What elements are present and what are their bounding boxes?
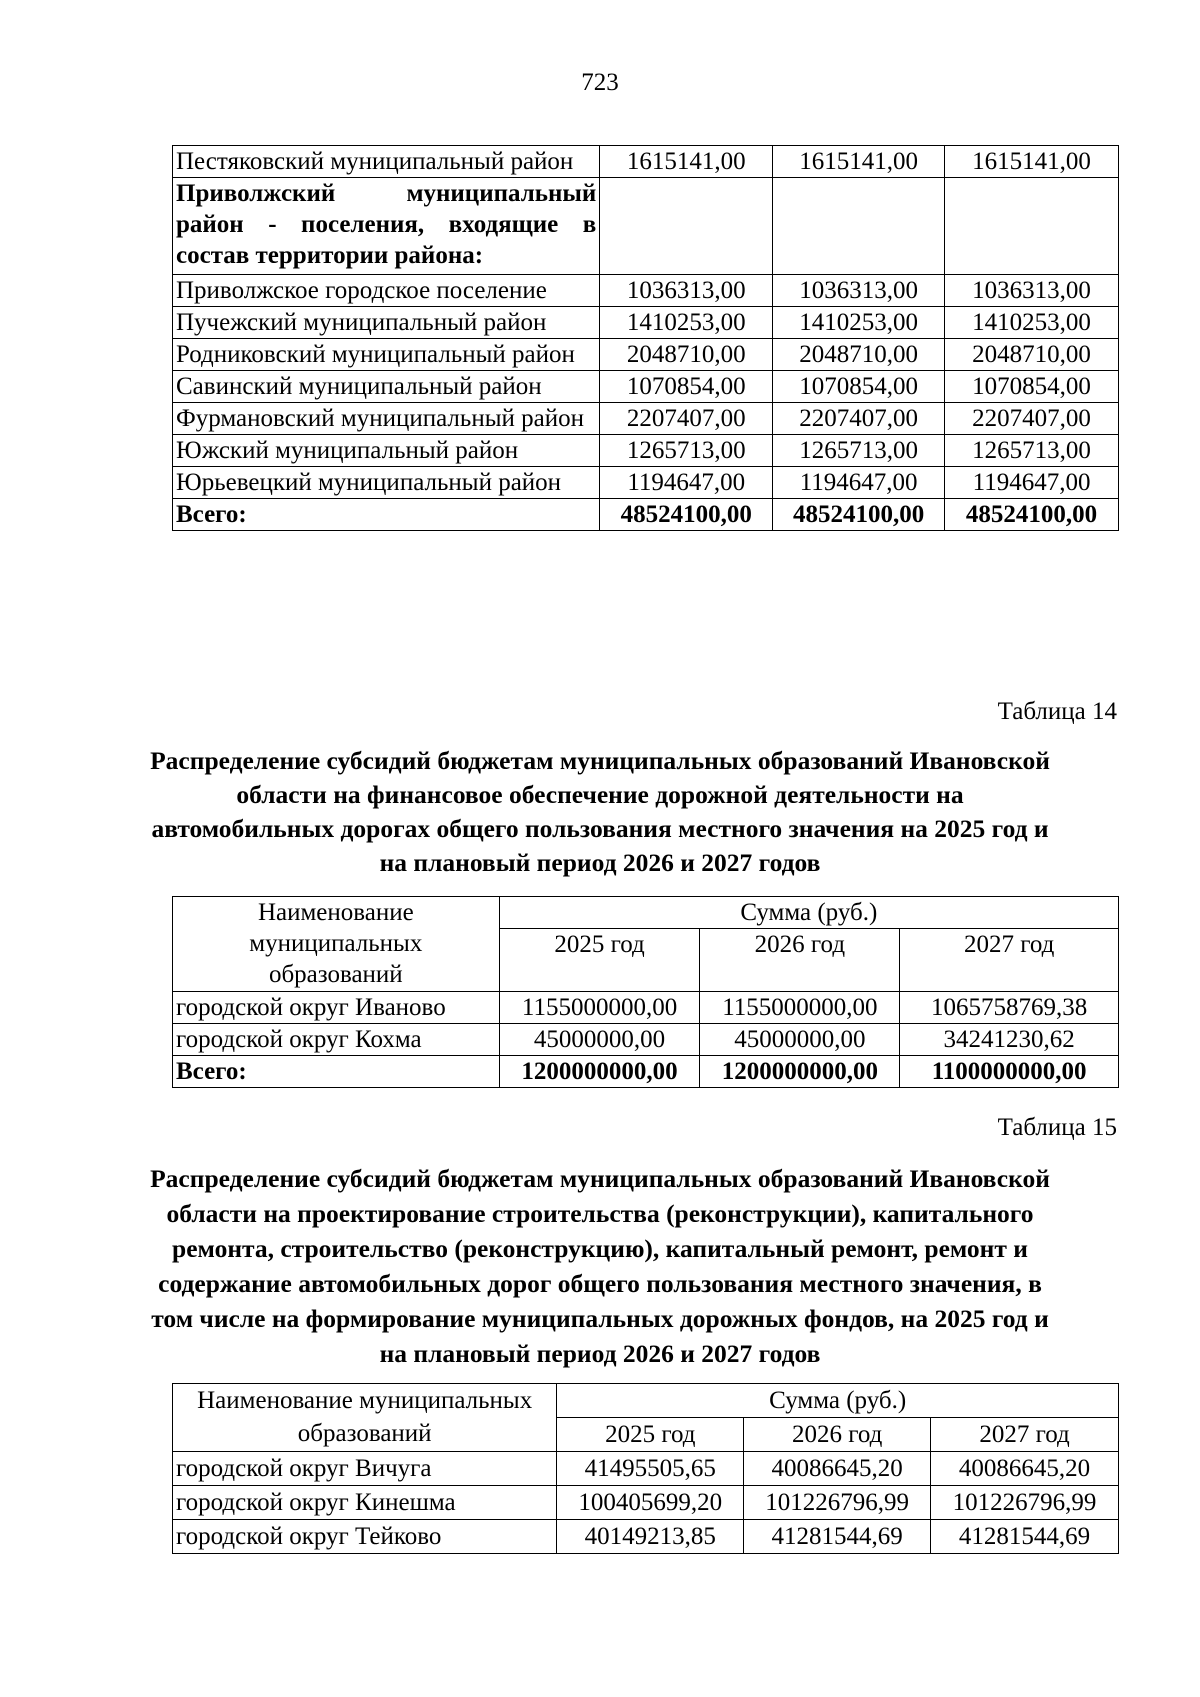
- header-sum: Сумма (руб.): [557, 1384, 1119, 1418]
- value-2026: 1265713,00: [773, 435, 945, 467]
- table-header-row: [173, 897, 1119, 929]
- header-name: Наименование муниципальных образований: [173, 897, 500, 992]
- table-row: [173, 307, 1119, 339]
- value-2026: 2207407,00: [773, 403, 945, 435]
- row-name: Южский муниципальный район: [173, 435, 600, 467]
- value-2025: 40149213,85: [557, 1520, 744, 1554]
- header-sum: Сумма (руб.): [499, 897, 1118, 929]
- table-row: [173, 1452, 1119, 1486]
- table-total-row: [173, 1056, 1119, 1088]
- header-year-2026: 2026 год: [744, 1418, 931, 1452]
- table-15-title: Распределение субсидий бюджетам муниципальных образований Ивановской области на проектирование строительства (реконструкции), капитального ремонта, строительство (реконструкцию), капитальный ремонт, ремонт и содержание автомобильных дорог общего пользования местного значения, в том числе на формирование муниципальных дорожных фондов, на 2025 год и на плановый период 2026 и 2027 годов: [150, 1164, 1050, 1368]
- table-row: [173, 146, 1119, 178]
- table-row-group-heading: [173, 178, 1119, 275]
- table-header-row: [173, 1384, 1119, 1418]
- table-row: [173, 339, 1119, 371]
- row-name: Родниковский муниципальный район: [173, 339, 600, 371]
- value-2027: 2048710,00: [945, 339, 1119, 371]
- row-name: Пучежский муниципальный район: [173, 307, 600, 339]
- table-row: [173, 435, 1119, 467]
- row-name: Савинский муниципальный район: [173, 371, 600, 403]
- table-row: [173, 467, 1119, 499]
- header-name: Наименование муниципальных образований: [173, 1384, 557, 1452]
- value-2027: [945, 178, 1119, 275]
- row-name: Юрьевецкий муниципальный район: [173, 467, 600, 499]
- value-2026: 2048710,00: [773, 339, 945, 371]
- table-14-title: Распределение субсидий бюджетам муниципальных образований Ивановской области на финансовое обеспечение дорожной деятельности на автомобильных дорогах общего пользования местного значения на 2025 год и на плановый период 2026 и 2027 годов: [150, 746, 1050, 877]
- table-row: [173, 992, 1119, 1024]
- table-13-continuation: [172, 145, 1119, 531]
- row-name: городской округ Вичуга: [173, 1452, 557, 1486]
- total-2026: 48524100,00: [773, 499, 945, 531]
- value-2027: 1070854,00: [945, 371, 1119, 403]
- value-2027: 1265713,00: [945, 435, 1119, 467]
- value-2027: 1036313,00: [945, 275, 1119, 307]
- value-2026: 40086645,20: [744, 1452, 931, 1486]
- table-row: [173, 403, 1119, 435]
- value-2025: 45000000,00: [499, 1024, 700, 1056]
- table-15-caption: Таблица 15: [997, 1114, 1117, 1141]
- value-2026: 1070854,00: [773, 371, 945, 403]
- table-row: [173, 1520, 1119, 1554]
- table-row: [173, 275, 1119, 307]
- value-2025: 2207407,00: [600, 403, 773, 435]
- value-2025: 1265713,00: [600, 435, 773, 467]
- value-2027: 41281544,69: [931, 1520, 1119, 1554]
- header-year-2027: 2027 год: [900, 929, 1119, 992]
- header-year-2027: 2027 год: [931, 1418, 1119, 1452]
- total-2025: 1200000000,00: [499, 1056, 700, 1088]
- table-row: [173, 1486, 1119, 1520]
- value-2025: 41495505,65: [557, 1452, 744, 1486]
- row-name: Фурмановский муниципальный район: [173, 403, 600, 435]
- table-row: [173, 1024, 1119, 1056]
- row-name: городской округ Иваново: [173, 992, 500, 1024]
- header-year-2025: 2025 год: [557, 1418, 744, 1452]
- header-year-2025: 2025 год: [499, 929, 700, 992]
- value-2026: 1155000000,00: [700, 992, 900, 1024]
- row-name: Приволжский муниципальный район - поселения, входящие в состав территории района:: [173, 178, 600, 275]
- total-2027: 48524100,00: [945, 499, 1119, 531]
- row-name: городской округ Кохма: [173, 1024, 500, 1056]
- value-2025: 2048710,00: [600, 339, 773, 371]
- value-2026: 45000000,00: [700, 1024, 900, 1056]
- row-name: городской округ Тейково: [173, 1520, 557, 1554]
- value-2027: 40086645,20: [931, 1452, 1119, 1486]
- value-2027: 101226796,99: [931, 1486, 1119, 1520]
- total-2025: 48524100,00: [600, 499, 773, 531]
- value-2026: 1036313,00: [773, 275, 945, 307]
- value-2026: 1615141,00: [773, 146, 945, 178]
- value-2027: 34241230,62: [900, 1024, 1119, 1056]
- value-2025: 100405699,20: [557, 1486, 744, 1520]
- table-total-row: [173, 499, 1119, 531]
- value-2027: 2207407,00: [945, 403, 1119, 435]
- value-2027: 1410253,00: [945, 307, 1119, 339]
- row-name: Пестяковский муниципальный район: [173, 146, 600, 178]
- value-2027: 1615141,00: [945, 146, 1119, 178]
- value-2025: 1615141,00: [600, 146, 773, 178]
- value-2025: 1036313,00: [600, 275, 773, 307]
- value-2026: 101226796,99: [744, 1486, 931, 1520]
- table-15: [172, 1383, 1119, 1554]
- value-2026: 41281544,69: [744, 1520, 931, 1554]
- total-label: Всего:: [173, 499, 600, 531]
- row-name: Приволжское городское поселение: [173, 275, 600, 307]
- table-14-caption: Таблица 14: [997, 698, 1117, 725]
- value-2026: 1194647,00: [773, 467, 945, 499]
- table-14: [172, 896, 1119, 1088]
- value-2027: 1065758769,38: [900, 992, 1119, 1024]
- table-row: [173, 371, 1119, 403]
- value-2025: [600, 178, 773, 275]
- value-2026: [773, 178, 945, 275]
- value-2026: 1410253,00: [773, 307, 945, 339]
- value-2025: 1155000000,00: [499, 992, 700, 1024]
- total-2026: 1200000000,00: [700, 1056, 900, 1088]
- value-2025: 1410253,00: [600, 307, 773, 339]
- total-label: Всего:: [173, 1056, 500, 1088]
- page-number: 723: [581, 69, 619, 96]
- value-2025: 1194647,00: [600, 467, 773, 499]
- header-year-2026: 2026 год: [700, 929, 900, 992]
- total-2027: 1100000000,00: [900, 1056, 1119, 1088]
- value-2025: 1070854,00: [600, 371, 773, 403]
- row-name: городской округ Кинешма: [173, 1486, 557, 1520]
- value-2027: 1194647,00: [945, 467, 1119, 499]
